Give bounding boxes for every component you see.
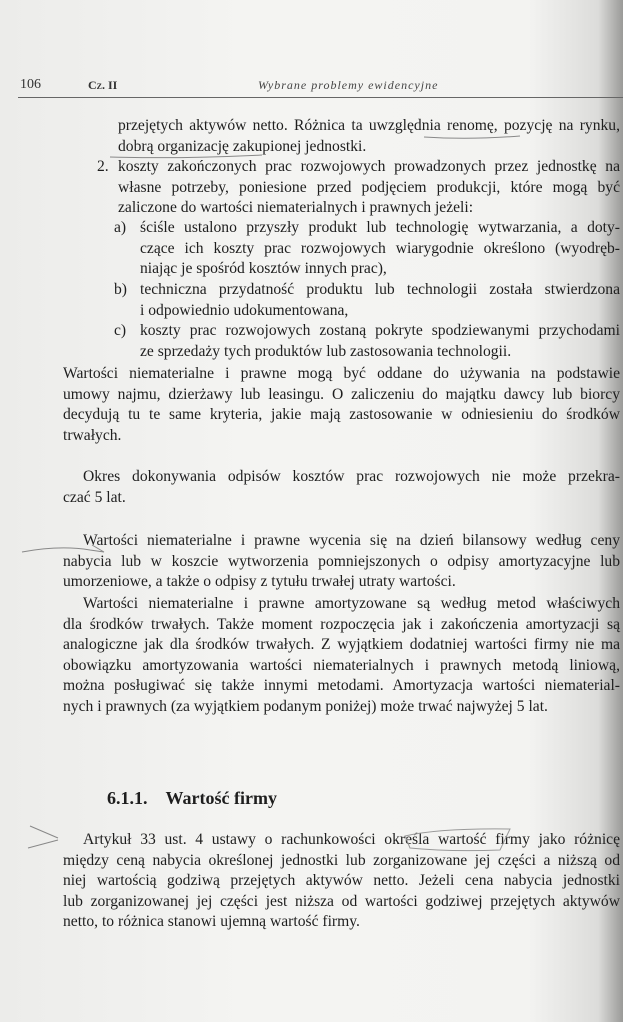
text-line: między ceną nabycia określonej jednostki lub zorganizowane jej części a niższą od [63,851,620,869]
text-line: Okres dokonywania odpisów kosztów prac rozwojowych nie może przekra- [83,468,620,485]
text-line: Wartości niematerialne i prawne amortyzowane są według metod właściwych [83,595,620,612]
list-label: c) [114,322,127,339]
text-line: trwałych. [63,426,122,444]
text-line: umorzeniowe, a także o odpisy z tytułu trwałej utraty wartości. [63,573,456,590]
text-line: i odpowiednio udokumentowana, [140,301,349,319]
text-line: Wartości niematerialne i prawne wycenia się na dzień bilansowy według ceny [83,532,620,549]
section-title: Wartość firmy [165,788,277,808]
text-line: decydują tu te same kryteria, jakie mają zastosowanie w odniesieniu do środków [63,406,620,423]
page-number: 106 [20,77,41,92]
text-line: umowy najmu, dzierżawy lub leasingu. O zaliczeniu do majątku dawcy lub biorcy [63,385,620,403]
text-line: nabycia lub w koszcie wytworzenia pomniejszonych o odpisy amortyzacyjne lub [63,552,620,570]
text-line: dobrą organizację zakupionej jednostki. [118,137,367,155]
underline-mark [110,136,520,158]
text-line: obowiązku amortyzowania wartości niematerialnych i prawnych metodą liniową, [63,656,620,674]
running-title: Wybrane problemy ewidencyjne [258,78,439,92]
list-label: 2. [97,158,109,175]
text-line: nych i prawnych (za wyjątkiem podanym poniżej) może trwać najwyżej 5 lat. [63,697,548,715]
list-label: b) [114,281,127,298]
text-line: własne potrzeby, poniesione przed podjęciem produkcji, które mogą być [118,178,620,196]
text-line: techniczna przydatność produktu lub technologii została stwierdzona [140,281,620,298]
text-line: koszty zakończonych prac rozwojowych prowadzonych przez jednostkę na [118,158,620,175]
section-number: 6.1.1. [107,788,148,808]
text-line: niając je spośród kosztów innych prac), [140,260,387,277]
text-line: analogiczne jak dla środków trwałych. Z wyjątkiem dodatniej wartości firmy nie ma [63,636,620,653]
text-line: ze sprzedaży tych produktów lub zastosowania technologii. [140,342,512,360]
text-line: zaliczone do wartości niematerialnych i prawnych jeżeli: [118,199,474,216]
arrow-mark [22,545,104,552]
text-line: dla środków trwałych. Także moment rozpoczęcia jak i zakończenia amortyzacji są [63,615,620,633]
part-label: Cz. II [88,78,118,92]
text-line: można posługiwać się także innymi metodami. Amortyzacja wartości niematerial- [63,677,620,694]
text-line: lub zorganizowanej jej części jest niższa od wartości godziwej przejętych aktywów [63,892,620,910]
text-line: przejętych aktywów netto. Różnica ta uwzględnia renomę, pozycję na rynku, [118,117,620,134]
circle-mark [405,829,510,851]
arrow-mark [28,826,58,848]
text-line: koszty prac rozwojowych zostaną pokryte spodziewanymi przychodami [140,322,620,339]
text-line: netto, to różnica stanowi ujemną wartość firmy. [63,913,360,930]
text-line: czać 5 lat. [63,488,126,506]
list-label: a) [114,219,127,236]
text-line: czące ich koszty prac rozwojowych wiarygodnie określono (wyodręb- [140,239,620,257]
text-line: Artykuł 33 ust. 4 ustawy o rachunkowości określa wartość firmy jako różnicę [83,831,620,848]
text-line: ściśle ustalono przyszły produkt lub technologię wytwarzania, a doty- [140,219,620,236]
text-line: niej wartością godziwą przejętych aktywów netto. Jeżeli cena nabycia jednostki [63,872,620,889]
text-line: Wartości niematerialne i prawne mogą być oddane do używania na podstawie [63,365,620,382]
